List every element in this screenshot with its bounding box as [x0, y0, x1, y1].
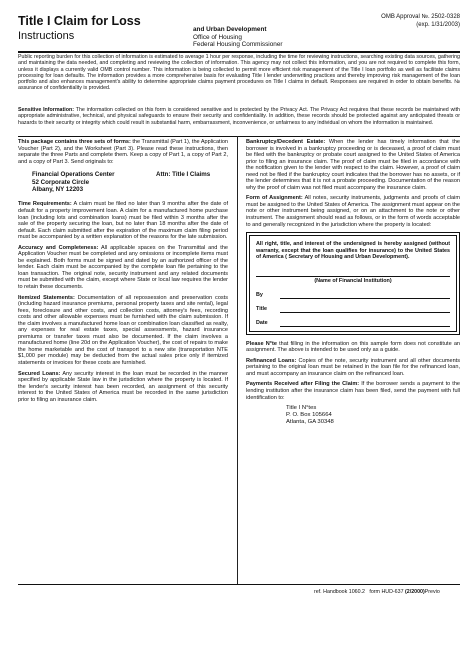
please-note: [246, 341, 460, 354]
date-line: [256, 320, 450, 327]
address-line: P. O. Box 105664: [286, 412, 332, 419]
address-line: Title I N°tes: [286, 405, 317, 412]
form-footer: [314, 589, 440, 595]
secured-text: Any security interest in the loan must be recorded in the manner specified by applicable State law in the jurisdiction where the property is located. If the lender's security interest has been recorded, an assignment of this security interest to the United States of America must be recorded in the same jurisdiction prior to filing an insurance claim.: [18, 370, 228, 403]
left-column: [18, 139, 228, 407]
please-note-label: Please N°te: [246, 340, 277, 347]
mailing-address: [32, 171, 228, 193]
secured-loans: [18, 371, 228, 404]
omb-number: OMB Approval №. 2502-0328: [381, 14, 460, 20]
form-of-assignment: [246, 195, 460, 228]
accuracy-label: Accuracy and Completeness:: [18, 244, 99, 251]
time-requirements: [18, 201, 228, 240]
payment-address: [286, 405, 460, 426]
itemized-text: Documentation of all repossession and preservation costs (including hazard insurance premiums, personal property taxes and site rental), legal fees, foreclosure and other costs, and collection costs, attorney's fees, recording costs and other allowable expenses must be furnished with the claim submission. If the claim involves a manufactured home loan or combination loan classified as realty, any expenses for real estate taxes, special assessments, hazard insurance premiums or transfer taxes must also be documented. If the claim involves a manufactured home (line 20d on the Application Voucher), the cost of repairs to make the home marketable and the cost of transport to a new site (transportation NTE $1,000 per module) may be deducted from the actual sales price only if itemized statements or invoices for these costs are furnished.: [18, 294, 228, 366]
address-line: Atlanta, GA 30348: [286, 419, 334, 426]
date-label: Date: [256, 320, 268, 327]
please-note-text: that filling in the information on this sample form does not constitute an assignment. The above is intended to be used only as a guide.: [246, 340, 460, 354]
address-line: Financial Operations Center: [32, 171, 115, 179]
payments-text: If the borrower sends a payment to the lending institution after the insurance claim has been filed, send the payment with full identification to:: [246, 381, 461, 401]
footer-divider: [18, 584, 460, 585]
package-text: the Transmittal (Part 1), the Application Voucher (Part 2), and the Worksheet (Part 3). Please read these instructions, then separate the three Parts and complete them. Keep a copy of Part 1, a copy of Part 2, and a copy of Part 3. Send originals to:: [18, 139, 228, 165]
sensitive-text: The information collected on this form is considered sensitive and is protected by the Privacy Act. The Privacy Act requires that these records be maintained with appropriate administrative, technical, and physical safeguards to ensure their security and confidentiality. In addition, these records should be protected against any anticipated threats or hazards to their security or integrity which could result in substantial harm, embarrassment, inconvenience, or unfairness to any individual on whom the information is maintained.: [18, 107, 460, 126]
section-divider: [18, 136, 460, 137]
accuracy-completeness: [18, 245, 228, 291]
title-label: Title: [256, 306, 267, 313]
column-divider: [237, 136, 238, 585]
itemized-statements: [18, 295, 228, 367]
bankruptcy-decedent: [246, 139, 460, 191]
form-date: (2/2000): [405, 589, 425, 595]
right-column: [246, 139, 460, 430]
refinanced-label: Refinanced Loans:: [246, 357, 297, 364]
by-label: By: [256, 292, 263, 299]
header-divider: [18, 51, 460, 53]
agency-line-2: Office of Housing: [193, 33, 242, 41]
sensitive-label: Sensitive Information:: [18, 107, 74, 113]
attention-line: Attn: Title I Claims: [156, 171, 211, 179]
footer-trail: Previo: [424, 589, 440, 595]
time-label: Time Requirements:: [18, 201, 72, 208]
institution-name-line: (Name of Financial Institution): [256, 276, 450, 284]
form-subtitle: Instructions: [18, 30, 75, 42]
refinanced-loans: [246, 358, 460, 378]
accuracy-text: All applicable spaces on the Transmittal and the Application Voucher must be completed and any omissions or incomplete items must be explained. Both forms must be signed and dated by an authorized officer of the lender. Each claim must be accompanied by the complete loan file pertaining to the loan transaction. The original note, security instrument and any related documents must be submitted with the claim, except where State or local law requires the lender to retain these documents.: [18, 244, 228, 290]
form-number: form HUD-637: [369, 589, 404, 595]
agency-line-3: Federal Housing Commissioner: [193, 41, 283, 49]
burden-statement: Public reporting burden for this collection of information is estimated to average 1 hour per response, including the time for reviewing instructions, searching existing data sources, gathering and maintaining the data needed, and completing and reviewing the collection of information. This agency may not collect this information, and you are not required to complete this form, unless it displays a currently valid OMB control number. This information is being collected to permit more efficient risk management of the Title I loan portfolio as well as facilitate claims processing for loan defaults. The information provides a more comprehensive basis for evaluating Title I lender underwriting practices and thereby improving risk management of the loan portfolio and also enhances management's ability to determine appropriate claims payment procedures on Title I claims in default. Responses are required in order to obtain benefits. № assurance of confidentiality is provided.: [18, 54, 460, 92]
agency-block: [193, 26, 283, 49]
assignment-text: All notes, security instruments, judgments and proofs of claim must be assigned to the United States of America. The assignment must appear on the note or other instrument being assigned, or on an attachment to the note or other instrument. The assignment should read as follows, or in the form of words acceptable to and generally recognized in the jurisdiction where the property is located:: [246, 195, 460, 228]
bankruptcy-label: Bankruptcy/Decedent Estate:: [246, 139, 326, 145]
address-line: 52 Corporate Circle: [32, 178, 90, 186]
secured-label: Secured Loans:: [18, 370, 61, 377]
address-line: Albany, NY 12203: [32, 186, 84, 193]
payments-label: Payments Received after Filing the Claim:: [246, 381, 360, 388]
sensitive-information: [18, 107, 460, 126]
sample-assignment-box: [246, 232, 460, 335]
title-line: [256, 306, 450, 313]
omb-approval: [381, 14, 460, 29]
handbook-ref: ref. Handbook 1060.2: [314, 589, 365, 595]
by-line: [256, 292, 450, 299]
assignment-label: Form of Assignment:: [246, 195, 303, 202]
payments-after-claim: [246, 381, 460, 401]
omb-expiration: (exp. 1/31/2003): [416, 21, 460, 28]
agency-line-1: and Urban Development: [193, 26, 267, 33]
time-text: A claim must be filed no later than 9 months after the date of default for a property improvement loan. A claim for a manufactured home purchase loan (including lots and combination loans) must be filed within 3 months after the sale of the property securing the loan, but no later than 18 months after the date of default. Each claim submitted after the expiration of the maximum claim filing period must be accompanied by a written explanation of the reasons for the late submission.: [18, 201, 228, 241]
bankruptcy-text: When the lender has timely information that the borrower is involved in a bankruptcy proceeding or is deceased, a proof of claim must be filed with the bankruptcy or probate court assigned to the United States of America prior to filing an insurance claim. The proof of claim must be filed in accordance with the notification given to the lender with respect to the claim. However, a proof of claim need not be filed if the bankruptcy court indicates that the borrower has no assets, or if the lender determines that it is not a probate proceeding. Documentation of the reason why the proof of claim was not filed must accompany the insurance claim.: [246, 139, 460, 191]
form-title: Title I Claim for Loss: [18, 14, 141, 28]
assignment-statement: All right, title, and interest of the undersigned is hereby assigned (without warranty, except that the loan qualifies for insurance) to the United States of America ( Secretary of Housing and Urban Development).: [256, 241, 450, 260]
refinanced-text: Copies of the note, security instrument and all other documents pertaining to the original loan must be retained in the loan file for the refinanced loan, and must accompany an insurance claim on the refinanced loan.: [246, 357, 460, 377]
itemized-label: Itemized Statements:: [18, 294, 75, 301]
package-contents: [18, 139, 228, 165]
package-label: This package contains three sets of forms:: [18, 139, 131, 145]
